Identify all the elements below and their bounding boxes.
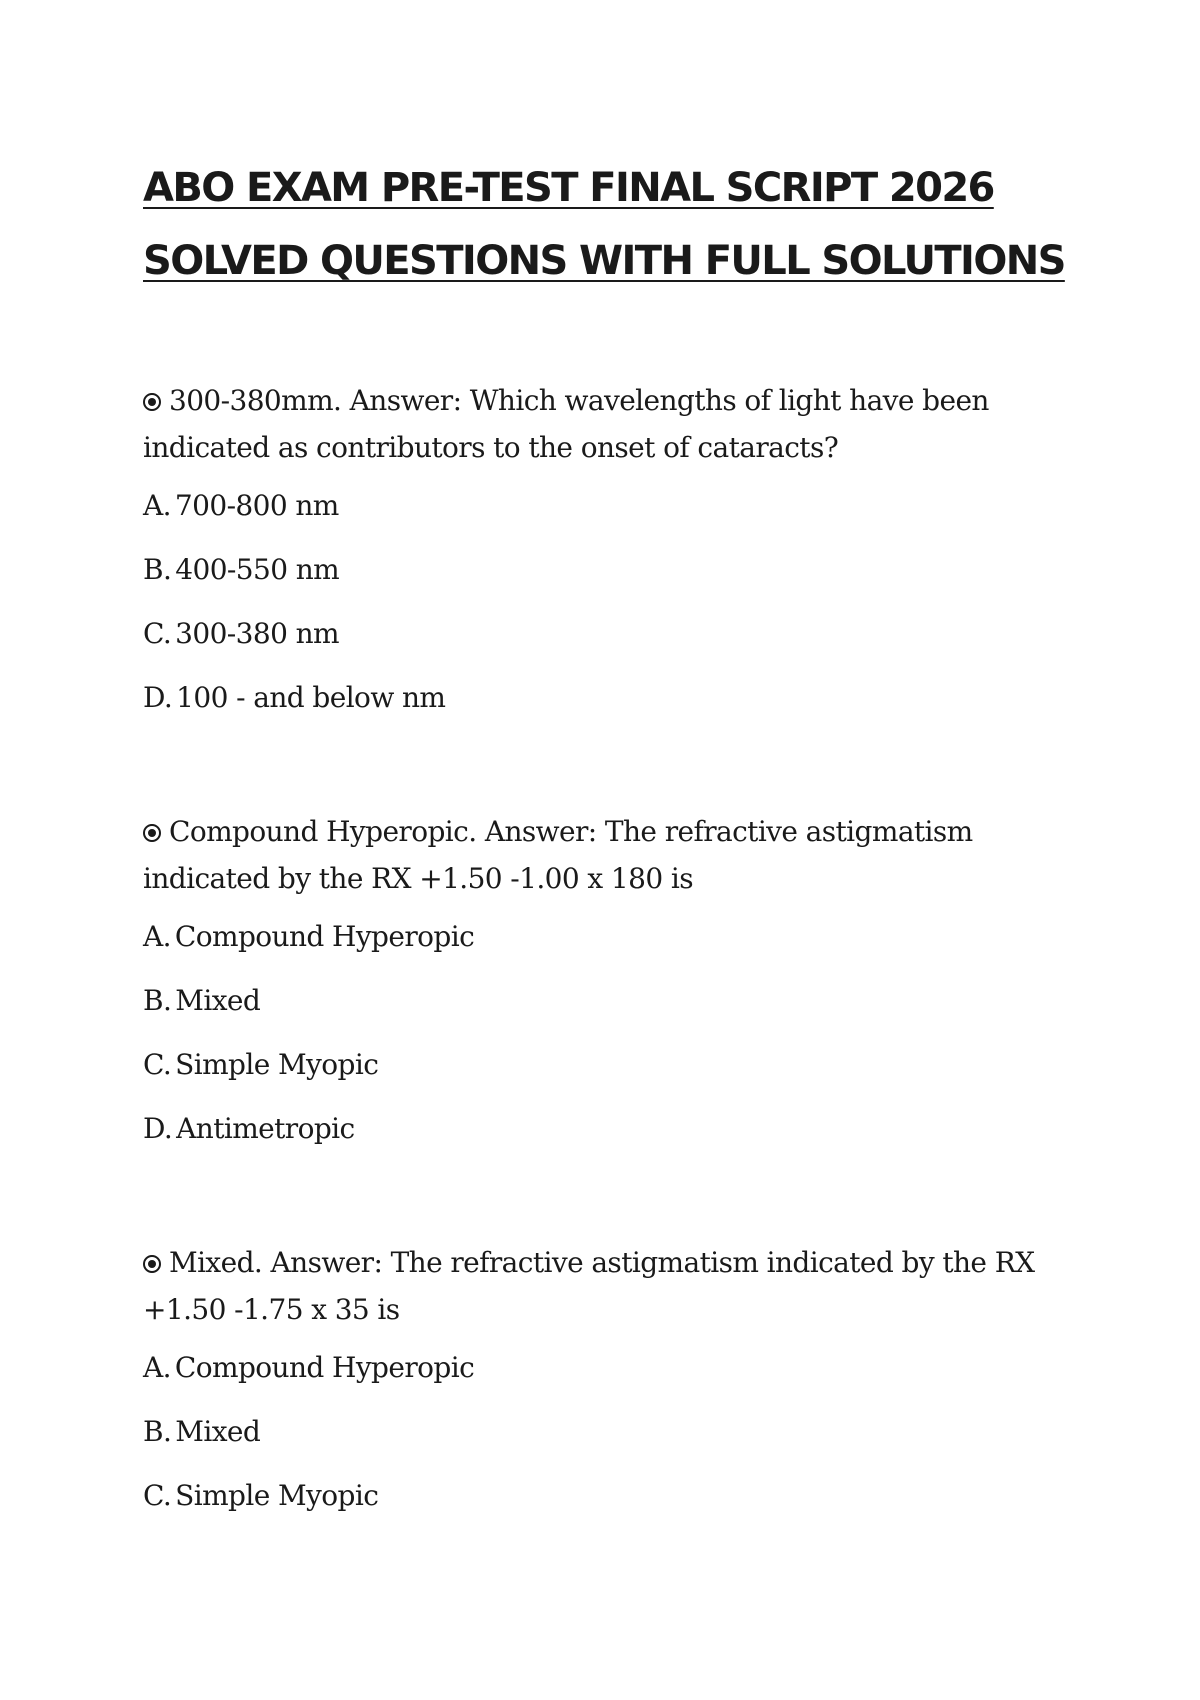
question-stem [143,377,1043,471]
answer-options [143,1350,1043,1513]
answer-option [143,1414,1043,1449]
option-letter: B. [143,553,172,586]
option-text: Compound Hyperopic [174,1351,475,1384]
question-stem [143,1239,1043,1333]
option-text: 400-550 nm [175,553,340,586]
answer-option [143,1047,1043,1082]
option-text: Mixed [175,1415,261,1448]
answer-option [143,1111,1043,1146]
answer-options [143,488,1043,715]
option-text: 700-800 nm [174,489,339,522]
option-text: Simple Myopic [175,1479,379,1512]
document-title [143,152,1103,298]
title-line-2: SOLVED QUESTIONS WITH FULL SOLUTIONS [143,238,1065,284]
option-text: Compound Hyperopic [174,920,475,953]
option-letter: A. [143,1351,171,1384]
option-text: Antimetropic [176,1112,355,1145]
option-letter: A. [143,489,171,522]
option-letter: C. [143,1479,172,1512]
option-letter: C. [143,617,172,650]
question-3 [143,1239,1043,1513]
option-letter: D. [143,1112,173,1145]
question-stem [143,808,1043,902]
answer-option [143,680,1043,715]
option-text: 300-380 nm [175,617,339,650]
option-letter: B. [143,1415,172,1448]
answer-option [143,488,1043,523]
option-letter: B. [143,984,172,1017]
option-letter: A. [143,920,171,953]
answer-option [143,1478,1043,1513]
question-stem-text: Mixed. Answer: The refractive astigmatism indicated by the RX +1.50 -1.75 x 35 is [143,1246,1035,1326]
answer-option [143,983,1043,1018]
answer-options [143,919,1043,1146]
radio-bullet-icon [143,393,161,411]
question-2 [143,808,1043,1146]
option-letter: D. [143,681,173,714]
question-stem-text: 300-380mm. Answer: Which wavelengths of light have been indicated as contributors to the onset of cataracts? [143,384,989,464]
answer-option [143,616,1043,651]
title-line-1: ABO EXAM PRE-TEST FINAL SCRIPT 2026 [143,165,994,211]
radio-bullet-icon [143,1255,161,1273]
answer-option [143,919,1043,954]
option-letter: C. [143,1048,172,1081]
option-text: Simple Myopic [175,1048,379,1081]
radio-bullet-icon [143,824,161,842]
option-text: Mixed [175,984,261,1017]
question-1 [143,377,1043,715]
option-text: 100 - and below nm [176,681,446,714]
question-stem-text: Compound Hyperopic. Answer: The refractive astigmatism indicated by the RX +1.50 -1.00 x 180 is [143,815,973,895]
answer-option [143,1350,1043,1385]
answer-option [143,552,1043,587]
